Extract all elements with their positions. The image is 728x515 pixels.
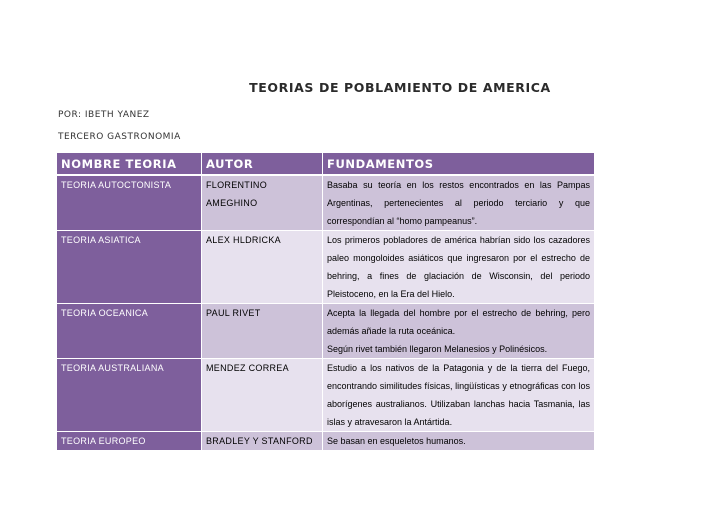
basis-cell: Los primeros pobladores de américa habrían sido los cazadores paleo mongoloides asiáticos que ingresaron por el estrecho de behring, a fines de glaciación de Wisconsin, del periodo Pleistoceno, en la Era del Hielo. — [323, 231, 595, 304]
header-basis: FUNDAMENTOS — [323, 153, 595, 176]
course-line: TERCERO GASTRONOMIA — [58, 132, 181, 142]
table-row — [57, 359, 595, 432]
author-cell: FLORENTINO AMEGHINO — [202, 175, 323, 231]
theory-name-cell: TEORIA EUROPEO — [57, 432, 202, 451]
author-line: POR: IBETH YANEZ — [58, 110, 150, 120]
table-header-row — [57, 153, 595, 176]
basis-cell: Estudio a los nativos de la Patagonia y de la tierra del Fuego, encontrando similitudes físicas, lingüísticas y etnográficas con los aborígenes australianos. Utilizaban lanchas hacia Tasmania, las islas y atravesaron la Antártida. — [323, 359, 595, 432]
theory-name-cell: TEORIA OCEANICA — [57, 304, 202, 359]
theory-name-cell: TEORIA ASIATICA — [57, 231, 202, 304]
basis-cell: Se basan en esqueletos humanos. — [323, 432, 595, 451]
theories-table — [56, 152, 595, 451]
basis-cell — [323, 304, 595, 359]
table-row — [57, 304, 595, 359]
table-row — [57, 175, 595, 231]
table-row — [57, 231, 595, 304]
basis-cell: Basaba su teoría en los restos encontrados en las Pampas Argentinas, pertenecientes al periodo terciario y que correspondían al “homo pampeanus”. — [323, 175, 595, 231]
basis-extra-text: Según rivet también llegaron Melanesios y Polinésicos. — [327, 344, 548, 354]
theory-name-cell: TEORIA AUTOCTONISTA — [57, 175, 202, 231]
header-author: AUTOR — [202, 153, 323, 176]
author-cell: MENDEZ CORREA — [202, 359, 323, 432]
document-title: TEORIAS DE POBLAMIENTO DE AMERICA — [249, 80, 551, 95]
author-cell: PAUL RIVET — [202, 304, 323, 359]
basis-text: Acepta la llegada del hombre por el estrecho de behring, pero además añade la ruta oceánica. — [327, 308, 590, 336]
author-cell: BRADLEY Y STANFORD — [202, 432, 323, 451]
header-theory-name: NOMBRE TEORIA — [57, 153, 202, 176]
author-cell: ALEX HLDRICKA — [202, 231, 323, 304]
table-row — [57, 432, 595, 451]
theory-name-cell: TEORIA AUSTRALIANA — [57, 359, 202, 432]
